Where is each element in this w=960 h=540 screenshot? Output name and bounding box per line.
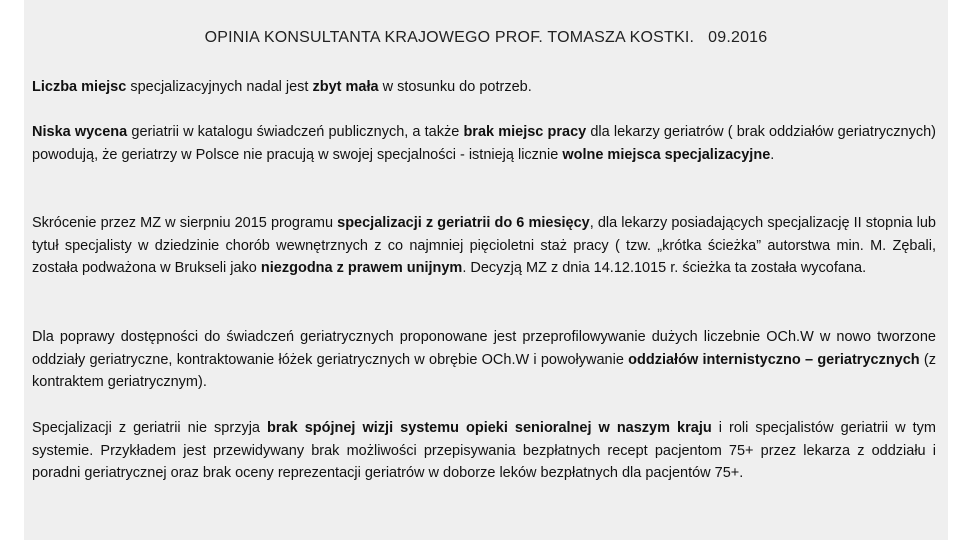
bold-run: wolne miejsca specjalizacyjne bbox=[562, 146, 771, 163]
paragraph-2 bbox=[32, 121, 936, 166]
page-title bbox=[24, 29, 948, 47]
bold-run: Niska wycena bbox=[32, 124, 128, 140]
text-run: w stosunku do potrzeb. bbox=[378, 79, 532, 95]
text-run: (z kontraktem geriatrycznym). bbox=[32, 351, 936, 391]
text-run: . bbox=[770, 146, 775, 163]
bold-run: brak miejsc pracy bbox=[463, 124, 587, 140]
text-run: , dla lekarzy posiadających specjalizację II stopnia lub tytuł specjalisty w dziedzinie chorób wewnętrznych z co najmniej pięcioletni staż pracy ( tzw. „krótka ścieżka” autorstwa min. M. Zębali, została podważona w Brukseli jako bbox=[32, 215, 936, 277]
text-run: Skrócenie przez MZ w sierpniu 2015 programu bbox=[32, 215, 338, 231]
paragraph-5 bbox=[32, 417, 936, 485]
bold-run: niezgodna z prawem unijnym bbox=[260, 260, 463, 277]
paragraph-3 bbox=[32, 212, 936, 280]
bold-run: zbyt mała bbox=[312, 79, 379, 95]
paragraph-4 bbox=[32, 326, 936, 394]
bold-run: specjalizacji z geriatrii do 6 miesięcy bbox=[337, 215, 590, 231]
text-run: specjalizacyjnych nadal jest bbox=[126, 79, 313, 95]
text-run: . Decyzją MZ z dnia 14.12.1015 r. ścieżka ta została wycofana. bbox=[462, 260, 867, 277]
text-run: i roli specjalistów geriatrii w tym systemie. Przykładem jest przewidywany brak możliwości przepisywania bezpłatnych recept pacjentom 75+ przez lekarza z oddziału i poradni geriatrycznej oraz brak oceny reprezentacji geriatrów w doborze leków bezpłatnych dla pacjentów 75+. bbox=[32, 420, 937, 482]
text-run: Specjalizacji z geriatrii nie sprzyja bbox=[32, 420, 268, 436]
bold-run: Liczba miejsc bbox=[32, 79, 127, 95]
content-panel bbox=[24, 0, 948, 540]
text-run: Dla poprawy dostępności do świadczeń geriatrycznych proponowane jest przeprofilowywanie dużych liczebnie OCh.W w nowo tworzone oddziały geriatryczne, kontraktowanie łóżek geriatrycznych w obrębie OCh.W i powoływanie bbox=[32, 329, 936, 368]
text-run: geriatrii w katalogu świadczeń publicznych, a także bbox=[127, 124, 464, 140]
text-run: dla lekarzy geriatrów ( brak oddziałów geriatrycznych) powodują, że geriatrzy w Polsce nie pracują w swojej specjalności - istnieją licznie bbox=[32, 124, 936, 163]
title-text: OPINIA KONSULTANTA KRAJOWEGO PROF. TOMASZA KOSTKI. bbox=[204, 29, 695, 46]
bold-run: oddziałów internistyczno – geriatrycznych bbox=[628, 351, 920, 368]
title-date: 09.2016 bbox=[708, 29, 768, 46]
bold-run: brak spójnej wizji systemu opieki senioralnej w naszym kraju bbox=[267, 420, 712, 436]
paragraph-1 bbox=[32, 76, 936, 99]
